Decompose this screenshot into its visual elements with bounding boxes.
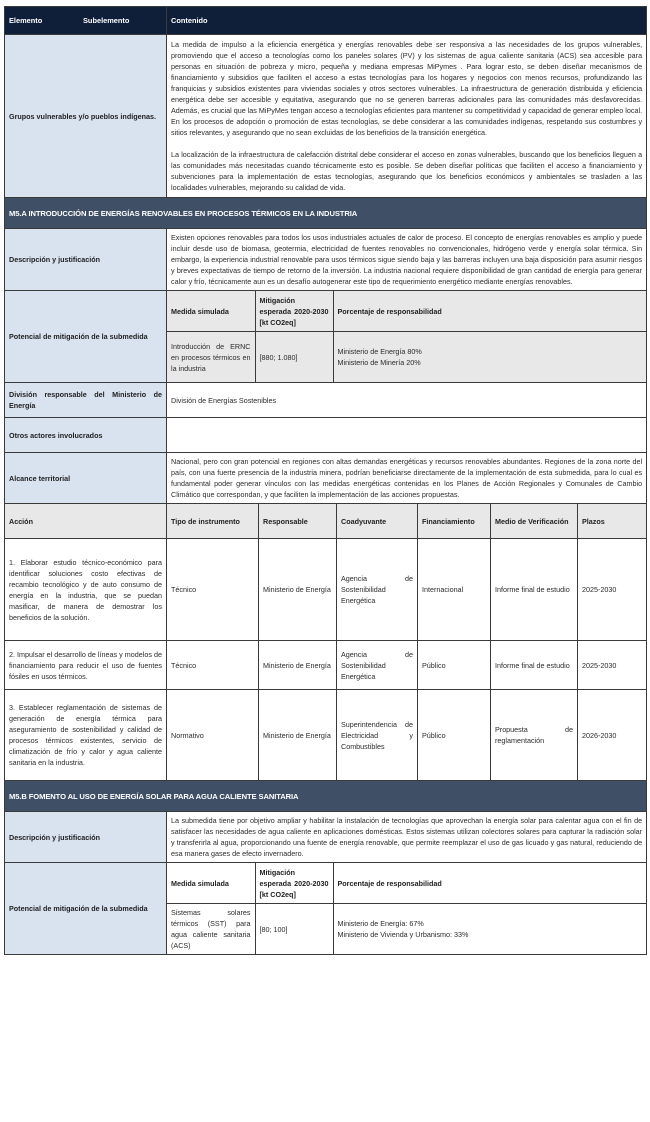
m5a-mitigation-row — [167, 332, 646, 383]
actions-header-accion: Acción — [5, 504, 167, 539]
actions-header-tipo: Tipo de instrumento — [167, 504, 259, 539]
action-row-3 — [5, 690, 647, 781]
action-2-responsable: Ministerio de Energía — [259, 641, 337, 690]
m5a-resp-2: Ministerio de Minería 20% — [337, 358, 421, 367]
label-m5a-descripcion: Descripción y justificación — [5, 229, 167, 291]
row-m5a-division — [5, 383, 647, 418]
label-m5b-descripcion: Descripción y justificación — [5, 812, 167, 863]
row-grupos-vulnerables — [5, 35, 647, 198]
action-row-2 — [5, 641, 647, 690]
section-header-m5a — [5, 198, 647, 229]
action-3-plazos: 2026-2030 — [578, 690, 647, 781]
actions-header-financiamiento: Financiamiento — [418, 504, 491, 539]
actions-header-responsable: Responsable — [259, 504, 337, 539]
action-2-coadyuvante: Agencia de Sostenibilidad Energética — [337, 641, 418, 690]
document-page — [4, 6, 646, 955]
action-2-financiamiento: Público — [418, 641, 491, 690]
content-m5a-otros — [167, 418, 647, 453]
content-m5a-descripcion: Existen opciones renovables para todos los usos industriales actuales de calor de proceso. El concepto de energías renovables es amplio y puede incluir desde uso de biomasa, geotermia, electricidad de fuentes renovables no convencionales, hidrógeno verde y energía solar térmica. Sin embargo, la experiencia industrial renovable para usos térmicos sigue siendo baja y las barreras incluyen una baja disposición para asumir riesgos y breves expectativas de tiempo de retorno de la inversión. La industria nacional requiere disponibilidad de gran cantidad de energía para generar calor y frío, técnicamente aun es un desafío autogenerar este tipo de requerimiento energético mediante energías renovables. — [167, 229, 647, 291]
m5a-mit-header-mitigacion: Mitigación esperada 2020-2030 [kt CO2eq] — [255, 291, 333, 332]
action-1-plazos: 2025-2030 — [578, 539, 647, 641]
row-m5a-descripcion — [5, 229, 647, 291]
m5b-mit-valor: [80; 100] — [255, 904, 333, 955]
action-1-accion: 1. Elaborar estudio técnico-económico para identificar soluciones costo efectivas de recambio tecnológico y de auto consumo de energía en la industria, que se puedan masificar, de manera de demostrar los beneficios de la solución. — [5, 539, 167, 641]
label-m5a-alcance: Alcance territorial — [5, 453, 167, 504]
m5b-mitigation-table — [167, 863, 646, 954]
action-3-financiamiento: Público — [418, 690, 491, 781]
header-elemento — [5, 7, 167, 35]
content-m5b-potencial — [167, 863, 647, 955]
section-header-m5b — [5, 781, 647, 812]
m5b-mit-header-porcentaje: Porcentaje de responsabilidad — [333, 863, 646, 904]
row-m5b-potencial — [5, 863, 647, 955]
action-1-coadyuvante: Agencia de Sostenibilidad Energética — [337, 539, 418, 641]
m5a-mit-header-medida: Medida simulada — [167, 291, 255, 332]
m5b-mit-responsabilidad — [333, 904, 646, 955]
content-m5a-division: División de Energías Sostenibles — [167, 383, 647, 418]
actions-header-coadyuvante: Coadyuvante — [337, 504, 418, 539]
actions-header-plazos: Plazos — [578, 504, 647, 539]
m5a-mit-responsabilidad — [333, 332, 646, 383]
section-title-m5b: M5.B FOMENTO AL USO DE ENERGÍA SOLAR PARA AGUA CALIENTE SANITARIA — [5, 781, 647, 812]
m5b-mitigation-row — [167, 904, 646, 955]
action-1-responsable: Ministerio de Energía — [259, 539, 337, 641]
m5b-mit-medida: Sistemas solares térmicos (SST) para agua caliente sanitaria (ACS) — [167, 904, 255, 955]
m5b-resp-1: Ministerio de Energía: 67% — [337, 919, 424, 928]
action-2-accion: 2. Impulsar el desarrollo de líneas y modelos de financiamiento para reducir el uso de fuentes fósiles en usos térmicos. — [5, 641, 167, 690]
row-m5b-descripcion — [5, 812, 647, 863]
action-2-tipo: Técnico — [167, 641, 259, 690]
action-1-verificacion: Informe final de estudio — [491, 539, 578, 641]
row-m5a-otros — [5, 418, 647, 453]
action-3-responsable: Ministerio de Energía — [259, 690, 337, 781]
content-m5a-alcance: Nacional, pero con gran potencial en regiones con altas demandas energéticas y recursos renovables abundantes. Regiones de la zona norte del país, con una fuerte presencia de la industria minera, podrían beneficiarse directamente de la implementación de esta submedida, para lo cual es fundamental poder generar vínculos con las medidas energéticas contenidas en los Planes de Acción Regionales y Comunales de Cambio Climático que correspondan, y que faciliten la implementación de las acciones propuestas. — [167, 453, 647, 504]
m5a-resp-1: Ministerio de Energía 80% — [337, 347, 422, 356]
actions-header-verificacion: Medio de Verificación — [491, 504, 578, 539]
label-m5a-division: División responsable del Ministerio de Energía — [5, 383, 167, 418]
grupos-paragraph-2: La localización de la infraestructura de calefacción distrital debe considerar el acceso en zonas vulnerables, buscando que los beneficios lleguen a las comunidades más necesitadas cuando técnicamente esto es posible. Se deben diseñar políticas que faciliten el acceso a financiamiento y subvenciones para la implementación de estas tecnologías, asegurando que los beneficios económicos y ambientales se trasladen a las localidades vulnerables, mejorando su calidad de vida. — [171, 150, 643, 192]
label-m5a-otros: Otros actores involucrados — [5, 418, 167, 453]
content-grupos-vulnerables — [167, 35, 647, 198]
action-1-tipo: Técnico — [167, 539, 259, 641]
m5b-mit-header-mitigacion: Mitigación esperada 2020-2030 [kt CO2eq] — [255, 863, 333, 904]
header-elemento-label: Elemento — [9, 16, 43, 25]
row-m5a-alcance — [5, 453, 647, 504]
header-subelemento-label: Subelemento — [83, 16, 130, 25]
m5a-mit-medida: Introducción de ERNC en procesos térmicos en la industria — [167, 332, 255, 383]
action-3-accion: 3. Establecer reglamentación de sistemas de generación de energía térmica para aseguramiento de sostenibilidad y calidad de procesos térmicos existentes, servicio de climatización de frío y calor y agua caliente sanitaria en la industria. — [5, 690, 167, 781]
m5a-mit-header-porcentaje: Porcentaje de responsabilidad — [333, 291, 646, 332]
label-grupos-vulnerables: Grupos vulnerables y/o pueblos indígenas. — [5, 35, 167, 198]
grupos-paragraph-1: La medida de impulso a la eficiencia energética y energías renovables debe ser responsiva a las necesidades de los grupos vulnerables, promoviendo que el acceso a tecnologías como los paneles solares (PV) y los sistemas de agua caliente sanitaria (ACS) sea accesible para personas en situación de pobreza y micro, pequeña y mediana empresas MiPymes . Para lograr esto, se deben diseñar mecanismos de financiamiento y subsidios que faciliten el acceso a estas tecnologías para los hogares y negocios con menos recursos, profundizando las franquicias y subsidios existentes para viviendas sociales y otros sectores vulnerables. La infraestructura de generación distribuida y eficiencia energética debe ser accesible y equitativa, asegurando que no se generen barreras adicionales para las comunidades más desfavorecidas. Además, es crucial que las MiPyMes tengan acceso a tecnologías eficientes para mantener su competitividad y capacidad de generar empleo local. En los procesos de adopción o promoción de estas tecnologías, se debe considerar a las comunidades indígenas, respetando sus costumbres y sitios relevantes, y asegurando que no sean excluidas de los beneficios de la transición energética. — [171, 40, 643, 137]
m5a-mitigation-table — [167, 291, 646, 382]
table-header-row — [5, 7, 647, 35]
label-m5b-potencial: Potencial de mitigación de la submedida — [5, 863, 167, 955]
m5b-mitigation-header-row — [167, 863, 646, 904]
m5b-resp-2: Ministerio de Vivienda y Urbanismo: 33% — [337, 930, 469, 939]
action-2-plazos: 2025-2030 — [578, 641, 647, 690]
action-2-verificacion: Informe final de estudio — [491, 641, 578, 690]
action-3-coadyuvante: Superintendencia de Electricidad y Combustibles — [337, 690, 418, 781]
label-m5a-potencial: Potencial de mitigación de la submedida — [5, 291, 167, 383]
measures-table — [4, 6, 647, 955]
action-3-verificacion: Propuesta de reglamentación — [491, 690, 578, 781]
actions-header-row — [5, 504, 647, 539]
m5a-mitigation-header-row — [167, 291, 646, 332]
action-1-financiamiento: Internacional — [418, 539, 491, 641]
content-m5a-potencial — [167, 291, 647, 383]
action-3-tipo: Normativo — [167, 690, 259, 781]
header-contenido: Contenido — [167, 7, 647, 35]
content-m5b-descripcion: La submedida tiene por objetivo ampliar y habilitar la instalación de tecnologías que aprovechan la energía solar para calentar agua con el fin de satisfacer las necesidades de agua caliente en aplicaciones domésticas. Estos sistemas utilizan colectores solares para capturar la radiación solar y transferirla al agua, proporcionando una fuente de energía renovable, que permite reemplazar el uso de gas licuado y gas natural, reduciendo de esa manera gases de efecto invernadero. — [167, 812, 647, 863]
row-m5a-potencial — [5, 291, 647, 383]
m5b-mit-header-medida: Medida simulada — [167, 863, 255, 904]
m5a-mit-valor: [880; 1.080] — [255, 332, 333, 383]
section-title-m5a: M5.A INTRODUCCIÓN DE ENERGÍAS RENOVABLES EN PROCESOS TÉRMICOS EN LA INDUSTRIA — [5, 198, 647, 229]
action-row-1 — [5, 539, 647, 641]
